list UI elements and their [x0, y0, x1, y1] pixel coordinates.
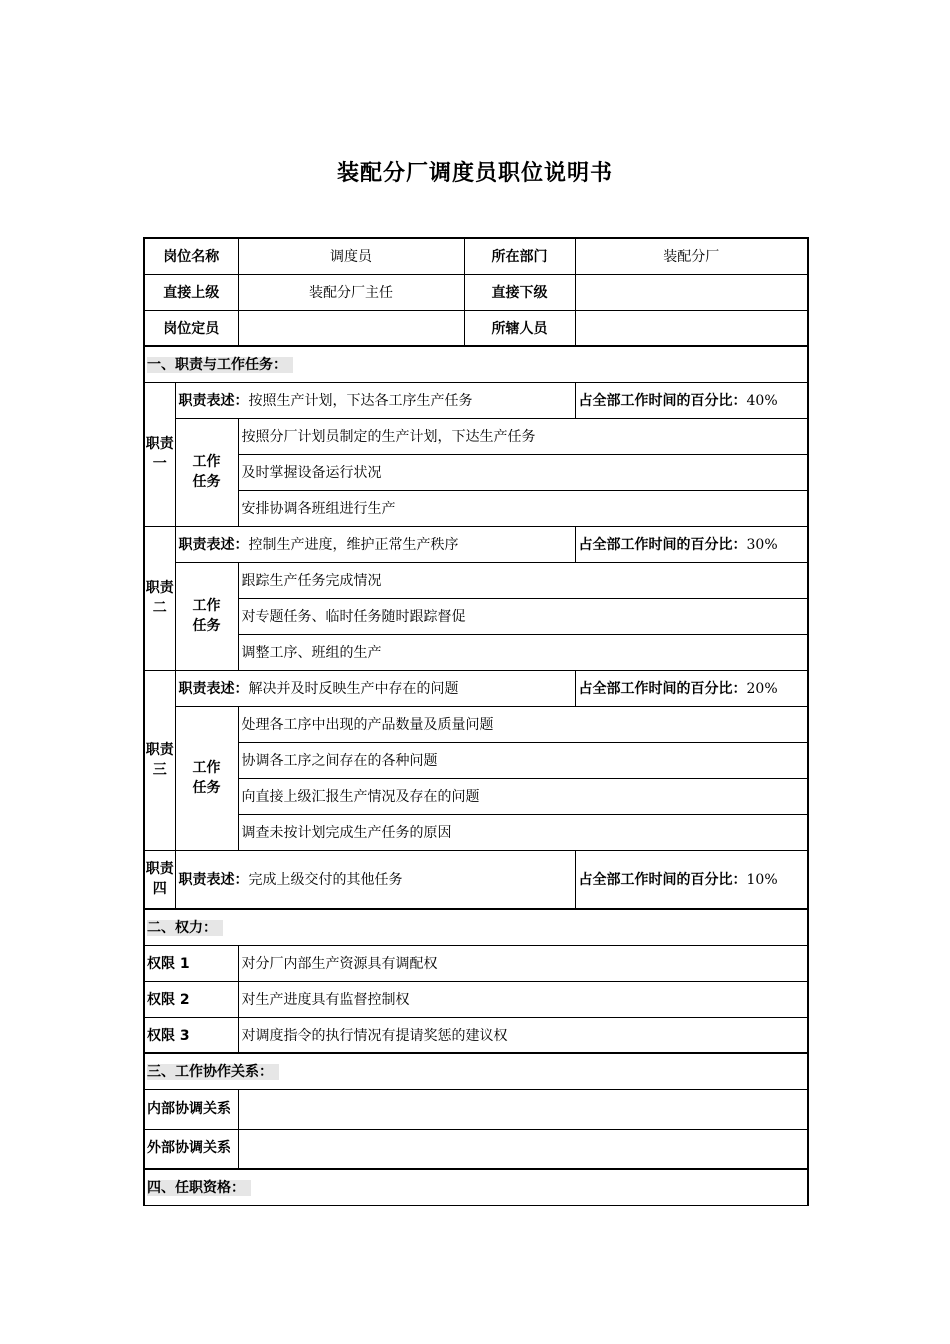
duty-4-label: 职责四: [144, 850, 175, 909]
duty-1-task-row: [144, 454, 808, 490]
duty-3-task-2: 协调各工序之间存在的各种问题: [238, 742, 808, 778]
internal-relation-value: [238, 1089, 808, 1129]
right-3-text: 对调度指令的执行情况有提请奖惩的建议权: [238, 1017, 808, 1053]
duty-3-task-3: 向直接上级汇报生产情况及存在的问题: [238, 778, 808, 814]
duty-2-task-row: [144, 634, 808, 670]
right-row: [144, 1017, 808, 1053]
section-1-title: 一、职责与工作任务：: [147, 357, 293, 373]
duty-1-tasks-label: 工作任务: [175, 418, 238, 526]
external-relation-label: 外部协调关系: [144, 1129, 238, 1169]
duty-2-tasks-label: 工作任务: [175, 562, 238, 670]
right-1-label: 权限 1: [144, 945, 238, 981]
job-description-table: [143, 237, 809, 1206]
duty-3-task-4: 调查未按计划完成生产任务的原因: [238, 814, 808, 850]
duty-4-percent: 占全部工作时间的百分比：10%: [575, 850, 808, 909]
duty-3-task-row: [144, 742, 808, 778]
duty-3-task-row: [144, 778, 808, 814]
duty-3-description: 职责表述：解决并及时反映生产中存在的问题: [175, 670, 575, 706]
section-3-title: 三、工作协作关系：: [147, 1064, 279, 1080]
duty-1-task-1: 按照分厂计划员制定的生产计划，下达生产任务: [238, 418, 808, 454]
duty-1-description-row: [144, 382, 808, 418]
duty-1-task-row: [144, 418, 808, 454]
headcount-value: [238, 310, 464, 346]
headcount-label: 岗位定员: [144, 310, 238, 346]
duty-2-task-row: [144, 562, 808, 598]
duty-1-task-3: 安排协调各班组进行生产: [238, 490, 808, 526]
section-4-title: 四、任职资格：: [147, 1180, 251, 1196]
department-value: 装配分厂: [575, 238, 808, 274]
duty-2-description: 职责表述：控制生产进度，维护正常生产秩序: [175, 526, 575, 562]
section-2-title: 二、权力：: [147, 920, 223, 936]
subordinate-label: 直接下级: [464, 274, 575, 310]
duty-2-task-2: 对专题任务、临时任务随时跟踪督促: [238, 598, 808, 634]
position-name-label: 岗位名称: [144, 238, 238, 274]
duty-3-label: 职责三: [144, 670, 175, 850]
duty-4-description-row: [144, 850, 808, 909]
duty-1-description: 职责表述：按照生产计划，下达各工序生产任务: [175, 382, 575, 418]
managed-label: 所辖人员: [464, 310, 575, 346]
department-label: 所在部门: [464, 238, 575, 274]
right-row: [144, 945, 808, 981]
section-3-header: [144, 1053, 808, 1089]
internal-relation-row: [144, 1089, 808, 1129]
duty-2-task-3: 调整工序、班组的生产: [238, 634, 808, 670]
header-row-3: [144, 310, 808, 346]
duty-2-task-row: [144, 598, 808, 634]
right-3-label: 权限 3: [144, 1017, 238, 1053]
duty-1-label: 职责一: [144, 382, 175, 526]
duty-3-task-row: [144, 706, 808, 742]
duty-1-task-row: [144, 490, 808, 526]
duty-3-task-row: [144, 814, 808, 850]
duty-3-task-1: 处理各工序中出现的产品数量及质量问题: [238, 706, 808, 742]
duty-4-description: 职责表述：完成上级交付的其他任务: [175, 850, 575, 909]
right-1-text: 对分厂内部生产资源具有调配权: [238, 945, 808, 981]
superior-value: 装配分厂主任: [238, 274, 464, 310]
internal-relation-label: 内部协调关系: [144, 1089, 238, 1129]
duty-1-task-2: 及时掌握设备运行状况: [238, 454, 808, 490]
header-row-2: [144, 274, 808, 310]
duty-2-label: 职责二: [144, 526, 175, 670]
external-relation-value: [238, 1129, 808, 1169]
section-2-header: [144, 909, 808, 945]
subordinate-value: [575, 274, 808, 310]
duty-1-percent: 占全部工作时间的百分比：40%: [575, 382, 808, 418]
page-title: 装配分厂调度员职位说明书: [336, 161, 613, 186]
job-description-sheet: [143, 237, 807, 1206]
right-2-label: 权限 2: [144, 981, 238, 1017]
position-name-value: 调度员: [238, 238, 464, 274]
duty-2-percent: 占全部工作时间的百分比：30%: [575, 526, 808, 562]
managed-value: [575, 310, 808, 346]
right-row: [144, 981, 808, 1017]
duty-3-description-row: [144, 670, 808, 706]
external-relation-row: [144, 1129, 808, 1169]
superior-label: 直接上级: [144, 274, 238, 310]
duty-3-tasks-label: 工作任务: [175, 706, 238, 850]
duty-2-task-1: 跟踪生产任务完成情况: [238, 562, 808, 598]
section-4-header: [144, 1169, 808, 1205]
duty-2-description-row: [144, 526, 808, 562]
right-2-text: 对生产进度具有监督控制权: [238, 981, 808, 1017]
section-1-header: [144, 346, 808, 382]
header-row-1: [144, 238, 808, 274]
duty-3-percent: 占全部工作时间的百分比：20%: [575, 670, 808, 706]
